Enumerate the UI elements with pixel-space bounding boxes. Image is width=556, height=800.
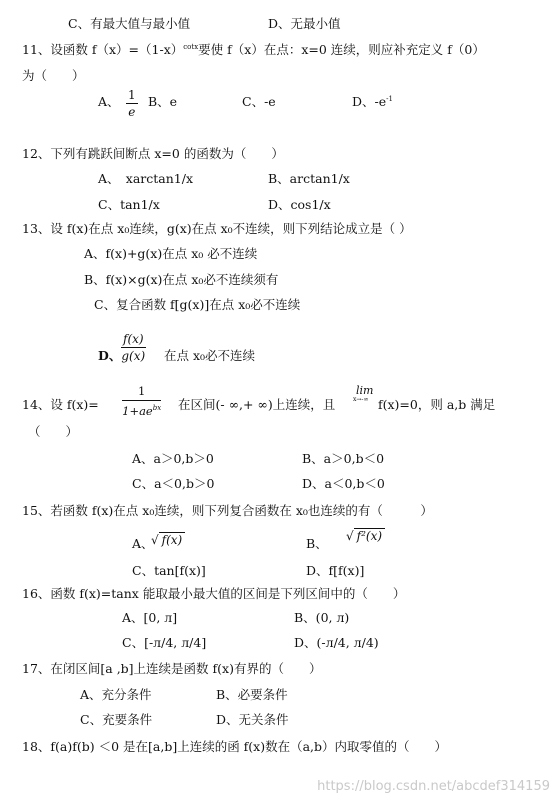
q13-option-d-tail: 在点 x₀必不连续	[164, 348, 256, 363]
q11-stem-text-2: 要使 f（x）在点：x=0 连续，则应补充定义 f（0）	[198, 42, 485, 58]
q14-lim: lim	[356, 384, 374, 397]
watermark: https://blog.csdn.net/abcdef314159	[317, 779, 550, 794]
q14-frac-exp: bx	[152, 404, 162, 413]
q17-option-b: B、必要条件	[216, 687, 288, 702]
q12-option-a: A、 xarctan1/x	[98, 171, 193, 186]
q11-stem	[22, 44, 485, 57]
q15-option-a-root: √ f(x)	[151, 533, 185, 547]
q11-option-d	[352, 96, 393, 109]
q15-option-d: D、f[f(x)]	[306, 563, 365, 578]
q17-option-a: A、充分条件	[80, 687, 152, 702]
q14-fraction	[122, 384, 161, 418]
q13-option-b: B、f(x)×g(x)在点 x₀必不连续须有	[84, 272, 279, 287]
q16-option-c: C、[-л/4, л/4]	[122, 635, 207, 650]
q11-option-a: A、	[98, 94, 120, 109]
q16-option-a: A、[0, л]	[122, 610, 178, 625]
q13-option-d: D、	[98, 348, 122, 363]
q16-stem: 16、函数 f(x)=tanx 能取最小最大值的区间是下列区间中的（ ）	[22, 586, 406, 601]
q15-stem: 15、若函数 f(x)在点 x₀连续，则下列复合函数在 x₀也连续的有（ ）	[22, 503, 433, 518]
q13-option-a: A、f(x)+g(x)在点 x₀ 必不连续	[84, 246, 258, 261]
q14-stem: 14、设 f(x)=	[22, 397, 99, 412]
q14-frac-num: 1	[122, 384, 161, 401]
q12-option-b: B、arctan1/x	[268, 171, 350, 186]
q15-option-b-root: √ f²(x)	[346, 529, 385, 543]
q13-option-d-fraction	[121, 332, 146, 363]
q15-option-b: B、	[306, 536, 328, 551]
q12-stem: 12、下列有跳跃间断点 x=0 的函数为（ ）	[22, 146, 284, 161]
q13-option-c: C、复合函数 f[g(x)]在点 x₀必不连续	[94, 297, 301, 312]
q14-lim-sub: x→-∞	[353, 396, 369, 403]
q11-stem-text: 11、设函数 f（x）=（1-x）	[22, 42, 184, 58]
q18-stem: 18、f(a)f(b) ＜0 是在[a,b]上连续的函 f(x)数在（a,b）内取零值的（ ）	[22, 739, 448, 754]
q11-option-c: C、-e	[242, 94, 276, 109]
q14-frac-den: 1+ae	[122, 404, 153, 418]
q13-frac-den: g(x)	[121, 349, 146, 363]
q14-stem-2: 在区间(- ∞,+ ∞)上连续，且	[178, 397, 336, 412]
q13-frac-num: f(x)	[123, 332, 144, 346]
q14-stem-3: f(x)=0，则 a,b 满足	[378, 397, 496, 412]
q17-option-c: C、充要条件	[80, 712, 153, 727]
q11-frac-num: 1	[128, 88, 136, 102]
q11-option-d-text: D、-e	[352, 94, 387, 110]
q14-option-b: B、a＞0,b＜0	[302, 451, 385, 466]
q14-option-a: A、a＞0,b＞0	[132, 451, 214, 466]
q10-option-c: C、有最大值与最小值	[68, 16, 191, 31]
q11-stem-end: 为（ ）	[22, 68, 85, 83]
q17-stem: 17、在闭区间[a ,b]上连续是函数 f(x)有界的（ ）	[22, 661, 322, 676]
q15-option-c: C、tan[f(x)]	[132, 563, 206, 578]
q15-root-a-text: f(x)	[159, 532, 186, 547]
q14-option-d: D、a＜0,b＜0	[302, 476, 385, 491]
q11-frac-den: e	[128, 105, 136, 119]
q10-option-d: D、无最小值	[268, 16, 341, 31]
q11-option-b: B、e	[148, 94, 178, 109]
q16-option-b: B、(0, л)	[294, 610, 350, 625]
q15-root-b-text: f²(x)	[354, 528, 385, 543]
q11-exponent: cotx	[183, 43, 199, 51]
q12-option-d: D、cos1/x	[268, 197, 331, 212]
q12-option-c: C、tan1/x	[98, 197, 160, 212]
q17-option-d: D、无关条件	[216, 712, 289, 727]
q14-option-c: C、a＜0,b＞0	[132, 476, 215, 491]
q14-stem-end: （ ）	[28, 424, 79, 439]
q11-option-d-exp: -1	[386, 95, 393, 103]
q16-option-d: D、(-л/4, л/4)	[294, 635, 379, 650]
q13-stem: 13、设 f(x)在点 x₀连续，g(x)在点 x₀不连续，则下列结论成立是（ ）	[22, 221, 412, 236]
q11-option-a-fraction	[126, 88, 138, 119]
q15-option-a: A、	[132, 536, 154, 551]
